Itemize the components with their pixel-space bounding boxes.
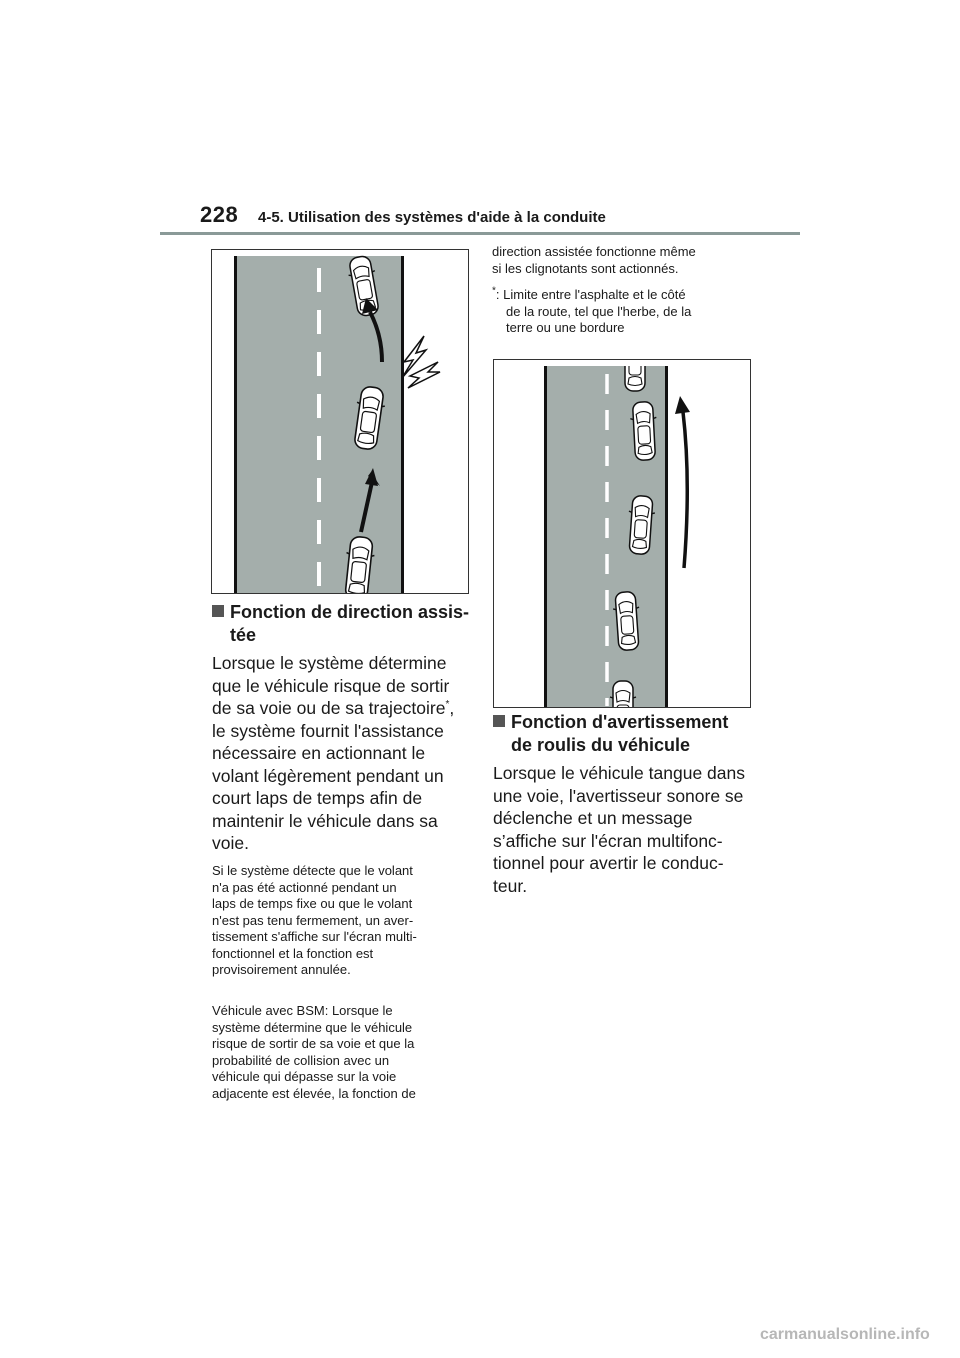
bsm-note: Véhicule avec BSM: Lorsque le système détermine que le véhicule risque de sortir de sa voie et que la probabilité de collision avec un véhicule qui dépasse sur la voie adjacente est élevée, la fonction de (212, 1003, 416, 1101)
steering-assist-description: Lorsque le système détermine que le véhicule risque de sortir de sa voie ou de sa trajectoire*, le système fournit l'assistance nécessaire en actionnant le volant légèrement pendant un court laps de temps afin de maintenir le véhicule dans sa voie. (212, 653, 455, 853)
header-rule (160, 232, 800, 235)
footnote-boundary: *: Limite entre l'asphalte et le côté de la route, tel que l'herbe, de la terre ou une bordure (492, 285, 692, 335)
sway-warning-description: Lorsque le véhicule tangue dans une voie, l'avertisseur sonore se déclenche et un message s’affiche sur l'écran multifonc- tionnel pour avertir le conduc- teur. (493, 763, 745, 896)
alert-spark-icon (402, 336, 440, 388)
road-edge-right (665, 366, 668, 707)
chapter-title: 4-5. Utilisation des systèmes d'aide à la conduite (258, 209, 606, 226)
square-bullet-icon (493, 715, 505, 727)
road-edge-right (401, 256, 404, 593)
steering-warning-note: Si le système détecte que le volant n'a pas été actionné pendant un laps de temps fixe ou que le volant n'est pas tenu fermement, un aver- tissement s'affiche sur l'écran multi- fonctionnel et la fonction est provisoirement annulée. (212, 863, 417, 977)
page-number: 228 (200, 202, 239, 227)
road-edge-left (234, 256, 237, 593)
vehicle-sway-figure (493, 359, 751, 708)
watermark: carmanualsonline.info (760, 1326, 930, 1343)
arrow-icon (675, 396, 690, 568)
car-icon (622, 360, 648, 391)
section-heading-steering-assist: Fonction de direction assis- tée (212, 601, 472, 647)
section-heading-sway-warning: Fonction d'avertissement de roulis du véhicule (493, 711, 763, 757)
lane-departure-figure (211, 249, 469, 594)
bsm-note-continued: direction assistée fonctionne même si les clignotants sont actionnés. (492, 244, 696, 276)
square-bullet-icon (212, 605, 224, 617)
road-edge-left (544, 366, 547, 707)
car-icon (610, 681, 636, 707)
